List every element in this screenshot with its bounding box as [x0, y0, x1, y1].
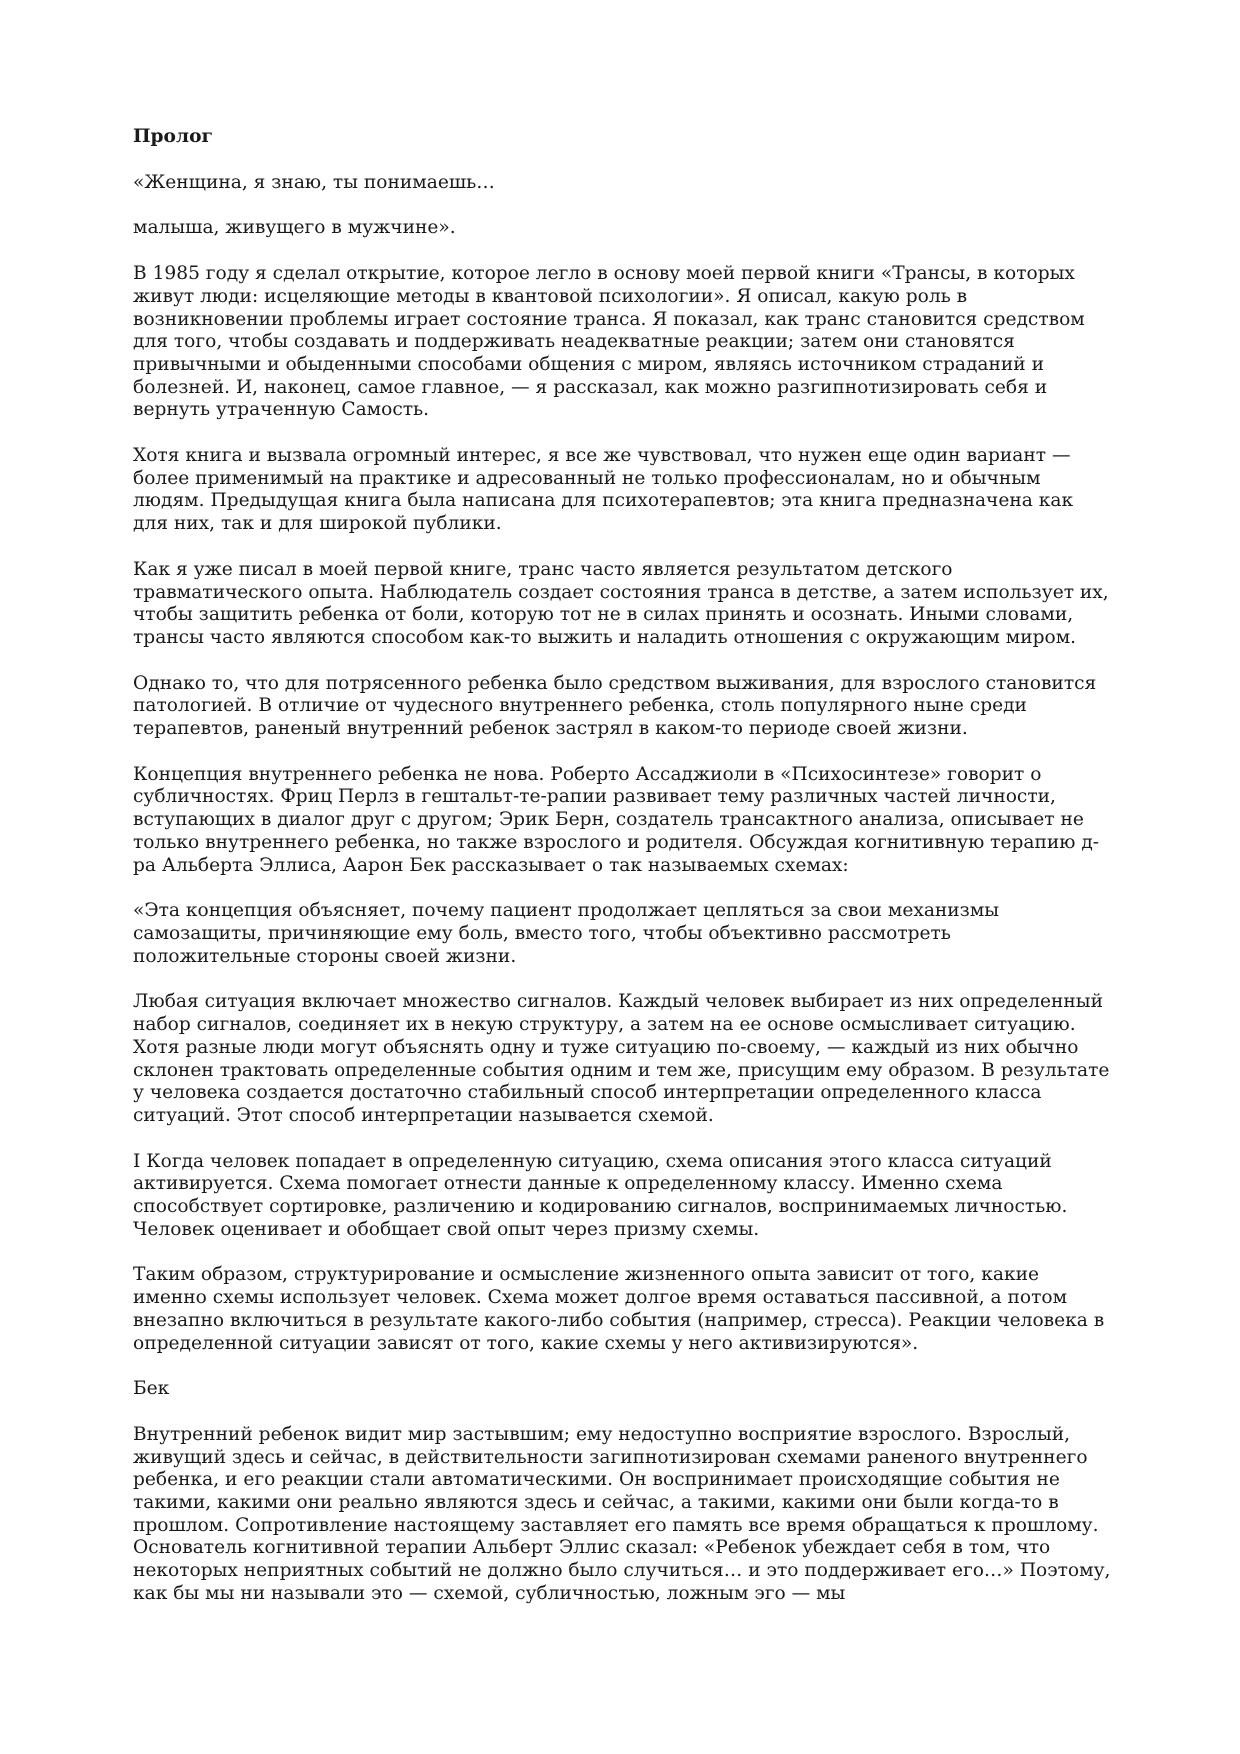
citation-author: Бек	[133, 1378, 170, 1400]
paragraph: Хотя книга и вызвала огромный интерес, я все же чувствовал, что нужен еще один вариант — более применимый на практике и адресованный не только профессионалам, но и обычным людям. Предыдущая книга была написана для психотерапевтов; эта книга предназначена как для них, так и для широкой публики.	[133, 445, 1074, 535]
paragraph-quote-1: «Женщина, я знаю, ты понимаешь…	[133, 171, 495, 193]
paragraph: Концепция внутреннего ребенка не нова. Роберто Ассаджиоли в «Психосинтезе» говорит о субличностях. Фриц Перлз в гештальт-те-рапии развивает тему различных частей личности, вступающих в диалог друг с другом; Эрик Берн, создатель трансактного анализа, описывает не только внутреннего ребенка, но также взрослого и родителя. Обсуждая когнитивную терапию д-ра Альберта Эллиса, Аарон Бек рассказывает о так называемых схемах:	[133, 763, 1100, 876]
paragraph: Однако то, что для потрясенного ребенка было средством выживания, для взрослого становится патологией. В отличие от чудесного внутреннего ребенка, столь популярного ныне среди терапевтов, раненый внутренний ребенок застрял в каком-то периоде своей жизни.	[133, 672, 1097, 740]
paragraph: В 1985 году я сделал открытие, которое легло в основу моей первой книги «Трансы, в которых живут люди: исцеляющие методы в квантовой психологии». Я описал, какую роль в возникновении проблемы играет состояние транса. Я показал, как транс становится средством для того, чтобы создавать и поддерживать неадекватные реакции; затем они становятся привычными и обыденными способами общения с миром, являясь источником страданий и болезней. И, наконец, самое главное, — я рассказал, как можно разгипнотизировать себя и вернуть утраченную Самость.	[133, 263, 1085, 421]
paragraph: Как я уже писал в моей первой книге, транс часто является результатом детского травматического опыта. Наблюдатель создает состояния транса в детстве, а затем использует их, чтобы защитить ребенка от боли, которую тот не в силах принять и осознать. Иными словами, трансы часто являются способом как-то выжить и наладить отношения с окружающим миром.	[133, 558, 1109, 648]
page-heading: Пролог	[133, 126, 213, 147]
paragraph-citation: Таким образом, структурирование и осмысление жизненного опыта зависит от того, какие именно схемы использует человек. Схема может долгое время оставаться пассивной, а потом внезапно включиться в результате какого-либо события (например, стресса). Реакции человека в определенной ситуации зависят от того, какие схемы у него активизируются».	[133, 1264, 1105, 1354]
paragraph: Внутренний ребенок видит мир застывшим; ему недоступно восприятие взрослого. Взрослый, живущий здесь и сейчас, в действительности загипнотизирован схемами раненого внутреннего ребенка, и его реакции стали автоматическими. Он воспринимает происходящие события не такими, какими они реально являются здесь и сейчас, а такими, какими они были когда-то в прошлом. Сопротивление настоящему заставляет его память все время обращаться к прошлому. Основатель когнитивной терапии Альберт Эллис сказал: «Ребенок убеждает себя в том, что некоторых неприятных событий не должно было случиться… и это поддерживает его…» Поэтому, как бы мы ни называли это — схемой, субличностью, ложным эго — мы	[133, 1423, 1111, 1604]
paragraph-quote-2: малыша, живущего в мужчине».	[133, 217, 456, 239]
document-page	[133, 126, 1113, 1629]
paragraph-citation: I Когда человек попадает в определенную ситуацию, схема описания этого класса ситуаций активируется. Схема помогает отнести данные к определенному классу. Именно схема способствует сортировке, различению и кодированию сигналов, воспринимаемых личностью. Человек оценивает и обобщает свой опыт через призму схемы.	[133, 1150, 1068, 1240]
paragraph-citation: «Эта концепция объясняет, почему пациент продолжает цепляться за свои механизмы самозащиты, причиняющие ему боль, вместо того, чтобы объективно рассмотреть положительные стороны своей жизни.	[133, 900, 1000, 967]
paragraph-citation: Любая ситуация включает множество сигналов. Каждый человек выбирает из них определенный набор сигналов, соединяет их в некую структуру, а затем на ее основе осмысливает ситуацию. Хотя разные люди могут объяснять одну и туже ситуацию по-своему, — каждый из них обычно склонен трактовать определенные события одним и тем же, присущим ему образом. В результате у человека создается достаточно стабильный способ интерпретации определенного класса ситуаций. Этот способ интерпретации называется схемой.	[133, 991, 1110, 1126]
